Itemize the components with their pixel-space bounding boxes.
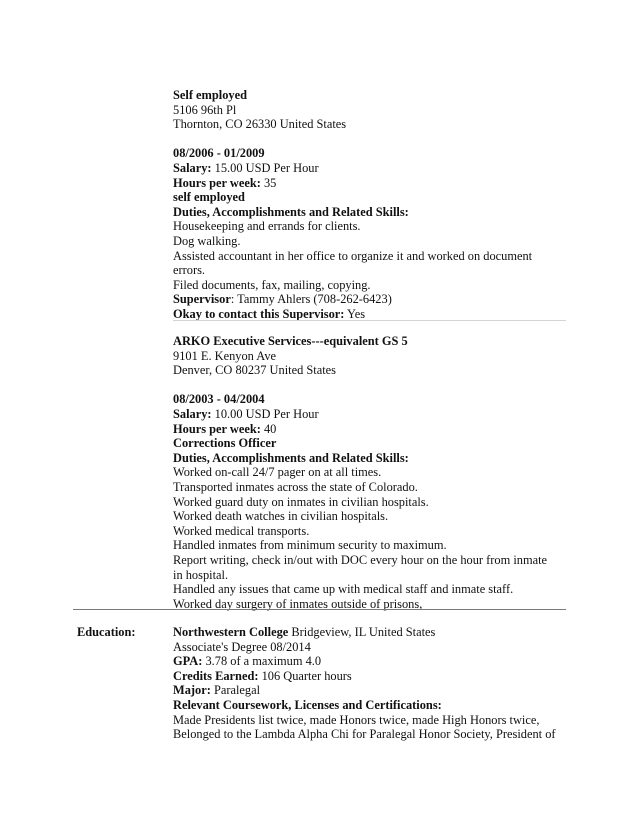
- salary-value: 15.00 USD Per Hour: [211, 160, 319, 175]
- duty-item: Worked guard duty on inmates in civilian hospitals.: [173, 494, 429, 509]
- job-entry-self-employed: [173, 88, 565, 322]
- job-entry-arko: [173, 334, 565, 611]
- duty-item: in hospital.: [173, 567, 229, 582]
- salary-label: Salary:: [173, 406, 212, 421]
- supervisor-label: Supervisor: [173, 292, 231, 307]
- duty-item: Worked on-call 24/7 pager on at all times.: [173, 465, 382, 480]
- duty-item: Worked medical transports.: [173, 523, 310, 538]
- coursework-heading: Relevant Coursework, Licenses and Certifications:: [173, 697, 442, 712]
- duty-item: Transported inmates across the state of Colorado.: [173, 479, 418, 494]
- section-divider: [73, 609, 566, 610]
- education-section-label: Education:: [77, 625, 136, 639]
- duty-item: Dog walking.: [173, 233, 241, 248]
- contact-supervisor-value: Yes: [344, 306, 366, 321]
- employment-dates: 08/2006 - 01/2009: [173, 146, 265, 161]
- duties-heading: Duties, Accomplishments and Related Skills:: [173, 204, 409, 219]
- salary-row: [173, 407, 565, 422]
- duty-item: Handled any issues that came up with medical staff and inmate staff.: [173, 582, 514, 597]
- duty-item: Handled inmates from minimum security to maximum.: [173, 538, 447, 553]
- gpa-row: [173, 654, 565, 669]
- gpa-value: 3.78 of a maximum 4.0: [202, 654, 322, 669]
- hours-label: Hours per week:: [173, 421, 261, 436]
- major-value: Paralegal: [210, 683, 261, 698]
- employer-address-line1: 5106 96th Pl: [173, 102, 237, 117]
- job-title: Corrections Officer: [173, 436, 277, 451]
- major-row: [173, 683, 565, 698]
- coursework-item: Belonged to the Lambda Alpha Chi for Paralegal Honor Society, President of: [173, 727, 556, 742]
- employer-address-line2: Thornton, CO 26330 United States: [173, 117, 347, 132]
- education-entry: [173, 625, 565, 742]
- job-divider: [173, 320, 566, 321]
- hours-value: 40: [260, 421, 277, 436]
- credits-value: 106 Quarter hours: [258, 668, 352, 683]
- salary-row: [173, 161, 565, 176]
- employer-address-line1: 9101 E. Kenyon Ave: [173, 348, 277, 363]
- employment-dates: 08/2003 - 04/2004: [173, 392, 265, 407]
- school-row: [173, 625, 565, 640]
- contact-supervisor-label: Okay to contact this Supervisor:: [173, 306, 345, 321]
- hours-row: [173, 176, 565, 191]
- duty-item: Report writing, check in/out with DOC every hour on the hour from inmate: [173, 552, 548, 567]
- credits-row: [173, 669, 565, 684]
- school-location: Bridgeview, IL United States: [288, 625, 436, 639]
- duty-item: Housekeeping and errands for clients.: [173, 219, 361, 234]
- salary-label: Salary:: [173, 160, 212, 175]
- hours-value: 35: [260, 175, 277, 190]
- hours-row: [173, 422, 565, 437]
- credits-label: Credits Earned:: [173, 668, 259, 683]
- duty-item: Assisted accountant in her office to organize it and worked on document: [173, 248, 533, 263]
- degree: Associate's Degree 08/2014: [173, 639, 311, 654]
- duty-item: Filed documents, fax, mailing, copying.: [173, 277, 371, 292]
- employer-address-line2: Denver, CO 80237 United States: [173, 363, 336, 378]
- employer-name: ARKO Executive Services---equivalent GS 5: [173, 334, 408, 348]
- job-title: self employed: [173, 190, 245, 205]
- duty-item: Worked day surgery of inmates outside of prisons,: [173, 596, 423, 611]
- coursework-item: Made Presidents list twice, made Honors twice, made High Honors twice,: [173, 712, 540, 727]
- duty-item: errors.: [173, 263, 205, 278]
- employer-name: Self employed: [173, 88, 247, 102]
- school-name: Northwestern College: [173, 625, 289, 639]
- duties-heading: Duties, Accomplishments and Related Skills:: [173, 450, 409, 465]
- gpa-label: GPA:: [173, 654, 203, 669]
- salary-value: 10.00 USD Per Hour: [211, 406, 319, 421]
- supervisor-row: [173, 292, 565, 307]
- hours-label: Hours per week:: [173, 175, 261, 190]
- major-label: Major:: [173, 683, 211, 698]
- supervisor-value: : Tammy Ahlers (708-262-6423): [230, 292, 392, 307]
- duty-item: Worked death watches in civilian hospitals.: [173, 509, 389, 524]
